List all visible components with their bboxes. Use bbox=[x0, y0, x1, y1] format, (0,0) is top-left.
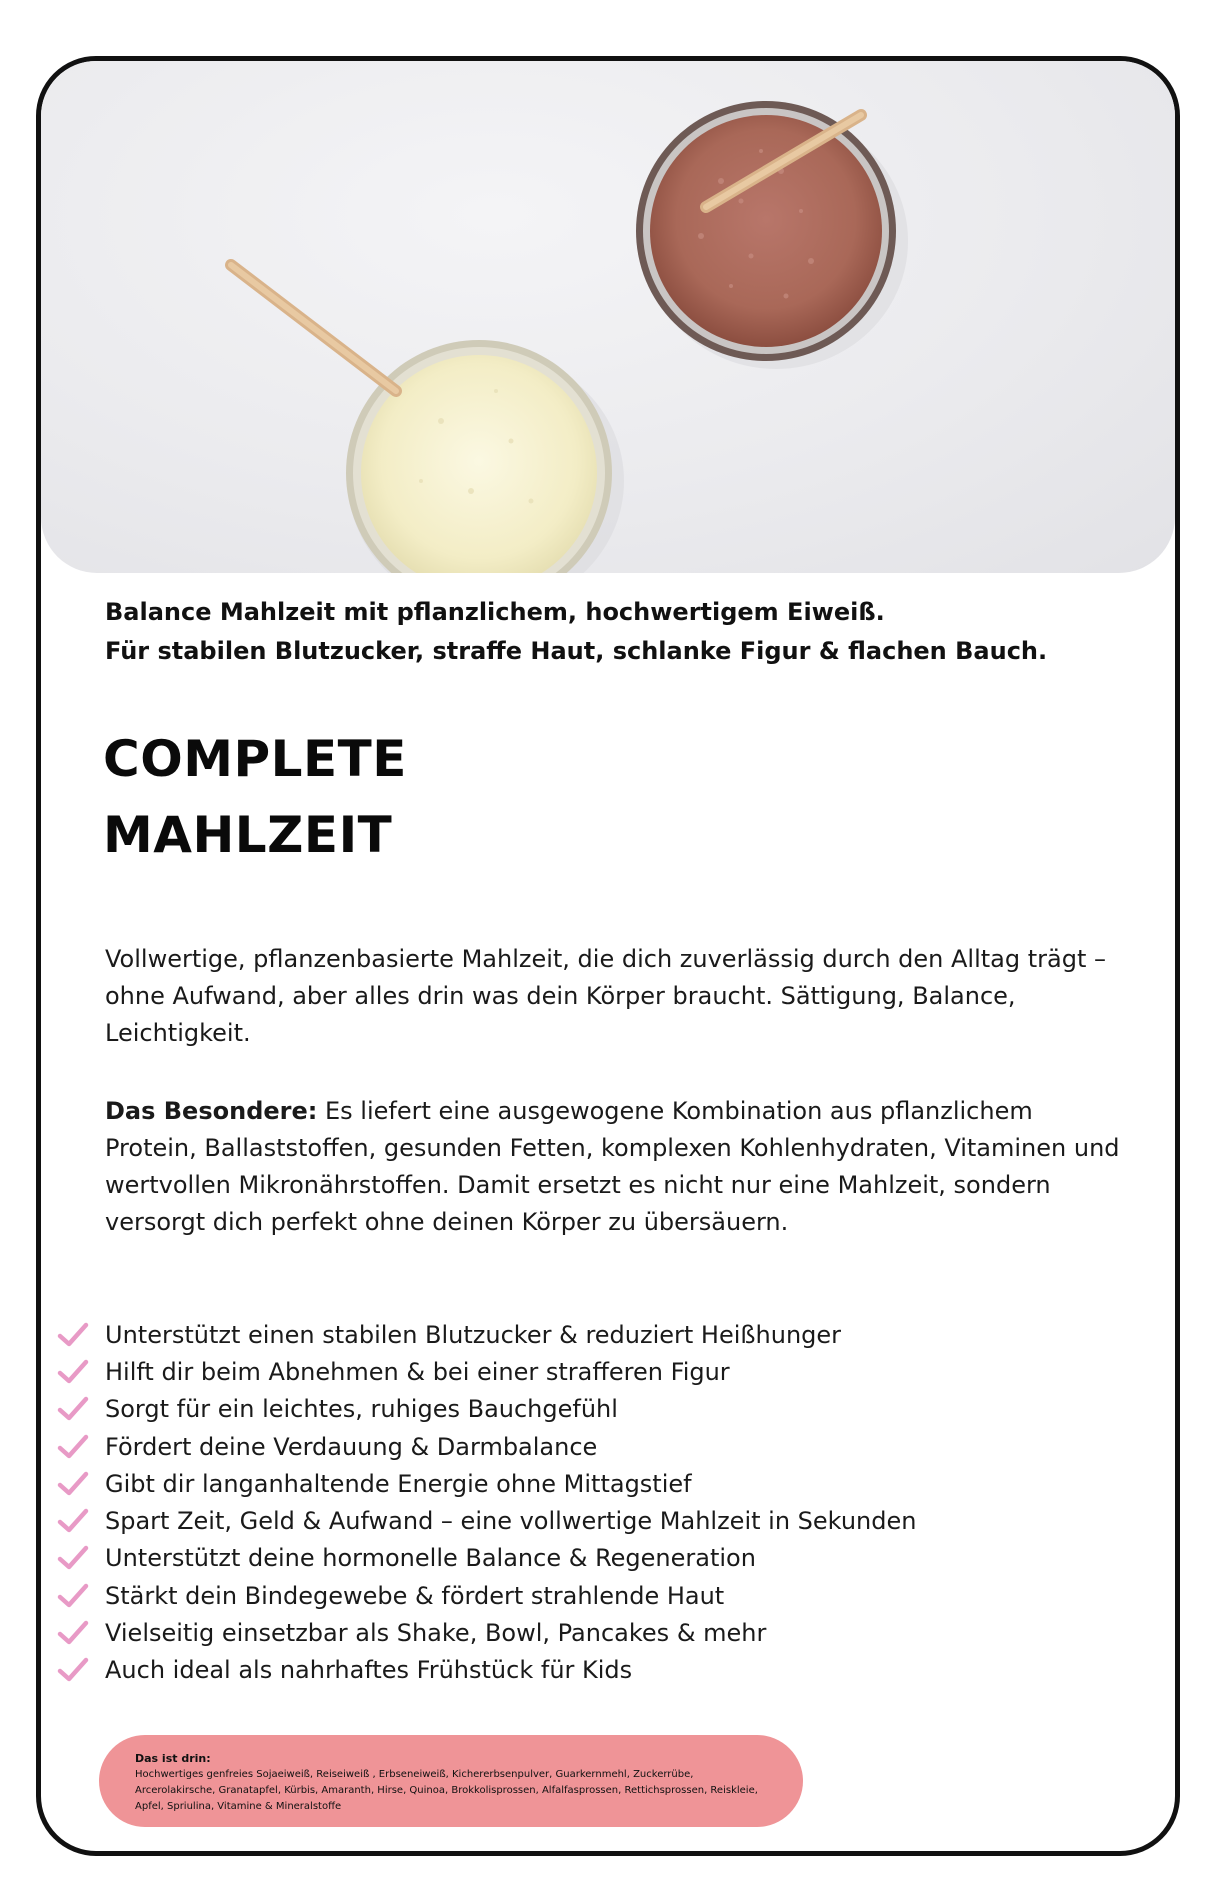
special-paragraph bbox=[105, 1093, 1125, 1241]
benefit-text: Unterstützt einen stabilen Blutzucker & reduziert Heißhunger bbox=[105, 1320, 842, 1349]
checkmark-icon bbox=[55, 1581, 91, 1611]
checkmark-icon bbox=[55, 1618, 91, 1648]
list-item bbox=[55, 1316, 916, 1353]
checkmark-icon bbox=[55, 1506, 91, 1536]
list-item bbox=[55, 1428, 916, 1465]
product-card bbox=[36, 56, 1180, 1856]
product-title bbox=[103, 721, 407, 873]
list-item bbox=[55, 1502, 916, 1539]
list-item bbox=[55, 1540, 916, 1577]
ingredients-heading: Das ist drin: bbox=[135, 1752, 211, 1765]
special-label: Das Besondere: bbox=[105, 1097, 318, 1125]
title-line-2: MAHLZEIT bbox=[103, 806, 393, 864]
special-text: Es liefert eine ausgewogene Kombination aus pflanzlichem Protein, Ballaststoffen, gesunden Fetten, komplexen Kohlenhydraten, Vitaminen und wertvollen Mikronährstoffen. Damit ersetzt es nicht nur eine Mahlzeit, sondern versorgt dich perfekt ohne deinen Körper zu übersäuern. bbox=[105, 1097, 1120, 1236]
tagline-line-1: Balance Mahlzeit mit pflanzlichem, hochwertigem Eiweiß. bbox=[105, 598, 885, 626]
checkmark-icon bbox=[55, 1394, 91, 1424]
tagline bbox=[105, 593, 1105, 671]
benefit-text: Vielseitig einsetzbar als Shake, Bowl, Pancakes & mehr bbox=[105, 1619, 767, 1648]
checkmark-icon bbox=[55, 1543, 91, 1573]
checkmark-icon bbox=[55, 1357, 91, 1387]
smoothie-glasses-illustration bbox=[41, 61, 1175, 573]
benefit-text: Sorgt für ein leichtes, ruhiges Bauchgefühl bbox=[105, 1395, 618, 1424]
benefit-text: Fördert deine Verdauung & Darmbalance bbox=[105, 1432, 598, 1461]
list-item bbox=[55, 1465, 916, 1502]
checkmark-icon bbox=[55, 1320, 91, 1350]
list-item bbox=[55, 1391, 916, 1428]
ingredients-text: Hochwertiges genfreies Sojaeiweiß, Reiseiweiß , Erbseneiweiß, Kichererbsenpulver, Guarkernmehl, Zuckerrübe, Arcerolakirsche, Granatapfel, Kürbis, Amaranth, Hirse, Quinoa, Brokkolisprossen, Alfalfasprossen, Rettichsprossen, Reiskleie, Apfel, Spriulina, Vitamine & Mineralstoffe bbox=[135, 1769, 758, 1812]
list-item bbox=[55, 1577, 916, 1614]
list-item bbox=[55, 1614, 916, 1651]
hero-image-smoothies bbox=[41, 61, 1175, 573]
benefit-text: Hilft dir beim Abnehmen & bei einer strafferen Figur bbox=[105, 1357, 730, 1386]
checkmark-icon bbox=[55, 1432, 91, 1462]
ingredients-box bbox=[99, 1735, 803, 1827]
checkmark-icon bbox=[55, 1655, 91, 1685]
benefit-text: Gibt dir langanhaltende Energie ohne Mittagstief bbox=[105, 1469, 692, 1498]
intro-paragraph: Vollwertige, pflanzenbasierte Mahlzeit, die dich zuverlässig durch den Alltag trägt – ohne Aufwand, aber alles drin was dein Körper braucht. Sättigung, Balance, Leichtigkeit. bbox=[105, 945, 1107, 1047]
checkmark-icon bbox=[55, 1469, 91, 1499]
benefit-text: Auch ideal als nahrhaftes Frühstück für Kids bbox=[105, 1656, 633, 1685]
benefits-list bbox=[55, 1316, 916, 1689]
list-item bbox=[55, 1353, 916, 1390]
benefit-text: Stärkt dein Bindegewebe & fördert strahlende Haut bbox=[105, 1581, 725, 1610]
title-line-1: COMPLETE bbox=[103, 730, 407, 788]
benefit-text: Unterstützt deine hormonelle Balance & Regeneration bbox=[105, 1544, 756, 1573]
tagline-line-2: Für stabilen Blutzucker, straffe Haut, schlanke Figur & flachen Bauch. bbox=[105, 637, 1048, 665]
list-item bbox=[55, 1652, 916, 1689]
benefit-text: Spart Zeit, Geld & Aufwand – eine vollwertige Mahlzeit in Sekunden bbox=[105, 1507, 917, 1536]
